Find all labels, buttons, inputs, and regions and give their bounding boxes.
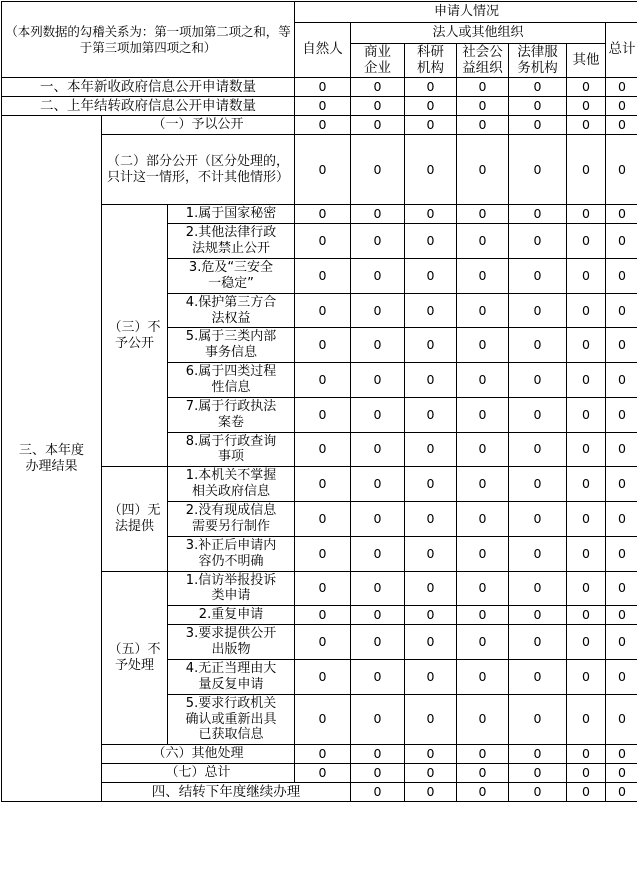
item-g5-3-label xyxy=(168,625,295,660)
cell-g3-6-other: 0 xyxy=(567,363,606,398)
cell-g3-4-social: 0 xyxy=(457,293,509,328)
cell-s2-legal-service: 0 xyxy=(509,97,567,116)
cell-g4-3-natural: 0 xyxy=(295,536,351,571)
cell-g3-5-other: 0 xyxy=(567,328,606,363)
item-g5-3-line2: 出版物 xyxy=(211,642,251,658)
item-g5-1-line1: 1.信访举报投诉 xyxy=(185,572,277,588)
cell-g3-1-business: 0 xyxy=(351,205,405,224)
group-7-label: （七）总计 xyxy=(102,764,295,783)
cell-g4-3-legal-service: 0 xyxy=(509,536,567,571)
group-3-label xyxy=(102,205,168,467)
cell-g2-natural: 0 xyxy=(295,135,351,205)
cell-g4-1-business: 0 xyxy=(351,467,405,502)
cell-g3-2-research: 0 xyxy=(405,224,457,259)
cell-s2-total: 0 xyxy=(606,97,637,116)
cell-g3-7-business: 0 xyxy=(351,397,405,432)
item-g5-5-line2: 确认或重新出具 xyxy=(185,711,277,727)
group-5-label-line1: （五）不 xyxy=(108,642,161,657)
item-g5-4-label xyxy=(168,659,295,694)
header-col-research-institution xyxy=(405,44,457,78)
cell-g2-other: 0 xyxy=(567,135,606,205)
cell-g5-4-legal-service: 0 xyxy=(509,659,567,694)
cell-g3-5-social: 0 xyxy=(457,328,509,363)
cell-g3-3-research: 0 xyxy=(405,259,457,294)
group-4-label-line2: 法提供 xyxy=(114,518,154,534)
cell-g5-1-business: 0 xyxy=(351,571,405,606)
cell-g3-2-natural: 0 xyxy=(295,224,351,259)
cell-g5-5-other: 0 xyxy=(567,694,606,745)
header-col-business-line1: 商业 xyxy=(364,44,391,60)
cell-s1-natural: 0 xyxy=(295,78,351,97)
header-col-business-line2: 企业 xyxy=(364,59,391,76)
item-g3-2-line1: 2.其他法律行政 xyxy=(185,225,277,241)
cell-g5-5-natural: 0 xyxy=(295,694,351,745)
item-g3-4-label xyxy=(168,293,295,328)
cell-g3-6-business: 0 xyxy=(351,363,405,398)
cell-g1-legal-service: 0 xyxy=(509,116,567,135)
cell-g3-1-social: 0 xyxy=(457,205,509,224)
cell-g3-1-research: 0 xyxy=(405,205,457,224)
cell-g1-research: 0 xyxy=(405,116,457,135)
cell-g2-research: 0 xyxy=(405,135,457,205)
cell-g5-5-research: 0 xyxy=(405,694,457,745)
header-col-social-welfare-org xyxy=(457,44,509,78)
item-g3-4-line2: 法权益 xyxy=(211,310,251,326)
cell-g3-3-total: 0 xyxy=(606,259,637,294)
cell-g6-business: 0 xyxy=(351,745,405,764)
cell-g3-8-natural: 0 xyxy=(295,432,351,467)
header-col-social-line2: 益组织 xyxy=(462,59,503,76)
cell-g7-natural: 0 xyxy=(295,764,351,783)
cell-g3-4-research: 0 xyxy=(405,293,457,328)
cell-g4-2-research: 0 xyxy=(405,502,457,537)
cell-g3-6-research: 0 xyxy=(405,363,457,398)
cell-g5-3-social: 0 xyxy=(457,625,509,660)
cell-g5-3-legal-service: 0 xyxy=(509,625,567,660)
group-4-label-line1: （四）无 xyxy=(108,503,161,519)
cell-g2-legal-service: 0 xyxy=(509,135,567,205)
cell-s2-business: 0 xyxy=(351,97,405,116)
disclosure-statistics-table xyxy=(1,1,637,802)
cell-s4-other: 0 xyxy=(606,783,637,802)
cell-g4-2-legal-service: 0 xyxy=(509,502,567,537)
cell-g3-3-legal-service: 0 xyxy=(509,259,567,294)
cell-g2-total: 0 xyxy=(606,135,637,205)
cell-g3-5-research: 0 xyxy=(405,328,457,363)
item-g3-7-line2: 案卷 xyxy=(217,414,244,430)
cell-g7-total: 0 xyxy=(606,764,637,783)
cell-g3-2-other: 0 xyxy=(567,224,606,259)
cell-g5-5-business: 0 xyxy=(351,694,405,745)
cell-g4-3-research: 0 xyxy=(405,536,457,571)
item-g3-6-line2: 性信息 xyxy=(211,380,251,396)
cell-g5-4-social: 0 xyxy=(457,659,509,694)
cell-s1-legal-service: 0 xyxy=(509,78,567,97)
cell-g5-5-total: 0 xyxy=(606,694,637,745)
header-applicant-situation: 申请人情况 xyxy=(295,2,637,23)
cell-g3-7-total: 0 xyxy=(606,397,637,432)
cell-g3-3-other: 0 xyxy=(567,259,606,294)
cell-g5-1-other: 0 xyxy=(567,571,606,606)
item-g4-3-line2: 容仍不明确 xyxy=(198,553,264,569)
group-4-label xyxy=(102,467,168,571)
cell-g5-4-other: 0 xyxy=(567,659,606,694)
cell-g3-6-legal-service: 0 xyxy=(509,363,567,398)
cell-g5-4-business: 0 xyxy=(351,659,405,694)
item-g5-1-label xyxy=(168,571,295,606)
cell-g3-5-legal-service: 0 xyxy=(509,328,567,363)
cell-g1-natural: 0 xyxy=(295,116,351,135)
header-row-applicant-group xyxy=(2,2,637,23)
cell-g3-2-legal-service: 0 xyxy=(509,224,567,259)
cell-g5-2-business: 0 xyxy=(351,606,405,625)
header-col-research-line2: 机构 xyxy=(417,59,444,76)
header-col-legal-service-line1: 法律服 xyxy=(517,44,558,60)
header-col-total: 总计 xyxy=(606,23,637,78)
item-g3-6-line1: 6.属于四类过程 xyxy=(185,364,277,380)
cell-g3-8-business: 0 xyxy=(351,432,405,467)
cell-g1-business: 0 xyxy=(351,116,405,135)
cell-g4-2-other: 0 xyxy=(567,502,606,537)
item-g3-5-label xyxy=(168,328,295,363)
cell-g3-2-social: 0 xyxy=(457,224,509,259)
cell-g5-2-other: 0 xyxy=(567,606,606,625)
cell-s4-business: 0 xyxy=(405,783,457,802)
cell-g6-social: 0 xyxy=(457,745,509,764)
cell-g4-3-social: 0 xyxy=(457,536,509,571)
cell-g6-other: 0 xyxy=(567,745,606,764)
cell-g3-7-other: 0 xyxy=(567,397,606,432)
cell-g4-2-total: 0 xyxy=(606,502,637,537)
cell-g3-5-total: 0 xyxy=(606,328,637,363)
item-g3-8-label xyxy=(168,432,295,467)
cell-s1-other: 0 xyxy=(567,78,606,97)
cell-g3-3-natural: 0 xyxy=(295,259,351,294)
section-2-label: 二、上年结转政府信息公开申请数量 xyxy=(2,97,295,116)
group-5-label-line2: 予处理 xyxy=(114,657,154,673)
cell-g5-4-research: 0 xyxy=(405,659,457,694)
item-g5-4-line1: 4.无正当理由大 xyxy=(185,660,277,676)
header-col-social-line1: 社会公 xyxy=(462,44,503,60)
cell-g5-3-business: 0 xyxy=(351,625,405,660)
header-col-business-enterprise xyxy=(351,44,405,78)
cell-g3-7-social: 0 xyxy=(457,397,509,432)
cell-g3-4-natural: 0 xyxy=(295,293,351,328)
cell-g5-1-social: 0 xyxy=(457,571,509,606)
section-1-label: 一、本年新收政府信息公开申请数量 xyxy=(2,78,295,97)
cell-s1-social: 0 xyxy=(457,78,509,97)
cell-g5-1-total: 0 xyxy=(606,571,637,606)
item-g3-3-line2: 一稳定” xyxy=(208,275,254,291)
item-g4-1-label xyxy=(168,467,295,502)
cell-g5-4-natural: 0 xyxy=(295,659,351,694)
cell-g4-1-total: 0 xyxy=(606,467,637,502)
item-g5-4-line2: 量反复申请 xyxy=(198,676,264,692)
cell-g5-2-social: 0 xyxy=(457,606,509,625)
group-2-label: （二）部分公开（区分处理的，只计这一情形，不计其他情形） xyxy=(102,135,295,205)
item-g3-6-label xyxy=(168,363,295,398)
group-6-label: （六）其他处理 xyxy=(102,745,295,764)
item-g3-1-label: 1.属于国家秘密 xyxy=(168,205,295,224)
cell-g3-5-natural: 0 xyxy=(295,328,351,363)
cell-g4-2-business: 0 xyxy=(351,502,405,537)
cell-g5-1-natural: 0 xyxy=(295,571,351,606)
cell-g4-2-natural: 0 xyxy=(295,502,351,537)
cell-g6-natural: 0 xyxy=(295,745,351,764)
cell-g3-1-natural: 0 xyxy=(295,205,351,224)
cell-g3-1-other: 0 xyxy=(567,205,606,224)
cell-s1-business: 0 xyxy=(351,78,405,97)
header-legal-person-or-other-org: 法人或其他组织 xyxy=(351,23,606,44)
cell-g6-research: 0 xyxy=(405,745,457,764)
cell-g3-8-social: 0 xyxy=(457,432,509,467)
cell-s4-social: 0 xyxy=(509,783,567,802)
header-col-legal-service-org xyxy=(509,44,567,78)
cell-g7-research: 0 xyxy=(405,764,457,783)
cell-g5-1-legal-service: 0 xyxy=(509,571,567,606)
cell-g7-social: 0 xyxy=(457,764,509,783)
cell-g3-2-business: 0 xyxy=(351,224,405,259)
cell-g3-3-business: 0 xyxy=(351,259,405,294)
cell-g4-1-legal-service: 0 xyxy=(509,467,567,502)
item-g3-3-line1: 3.危及“三安全 xyxy=(188,260,274,276)
item-g3-8-line1: 8.属于行政查询 xyxy=(185,433,277,449)
cell-g3-6-natural: 0 xyxy=(295,363,351,398)
cell-g5-5-social: 0 xyxy=(457,694,509,745)
cell-g5-3-research: 0 xyxy=(405,625,457,660)
cell-g1-other: 0 xyxy=(567,116,606,135)
cell-s4-natural: 0 xyxy=(351,783,405,802)
cell-g3-8-research: 0 xyxy=(405,432,457,467)
item-g5-5-line3: 已获取信息 xyxy=(198,727,264,743)
cell-g3-5-business: 0 xyxy=(351,328,405,363)
cell-g3-3-social: 0 xyxy=(457,259,509,294)
cell-g3-6-social: 0 xyxy=(457,363,509,398)
cell-g4-1-natural: 0 xyxy=(295,467,351,502)
cell-g3-4-total: 0 xyxy=(606,293,637,328)
item-g5-2-label: 2.重复申请 xyxy=(168,606,295,625)
item-g4-1-line2: 相关政府信息 xyxy=(191,484,270,500)
cell-g5-2-research: 0 xyxy=(405,606,457,625)
item-g4-2-line2: 需要另行制作 xyxy=(191,518,270,534)
cell-g7-legal-service: 0 xyxy=(509,764,567,783)
header-col-other: 其他 xyxy=(567,44,606,78)
cell-g3-4-other: 0 xyxy=(567,293,606,328)
cell-g5-3-other: 0 xyxy=(567,625,606,660)
table-row-section-2 xyxy=(2,97,637,116)
group-5-label xyxy=(102,571,168,745)
cell-g4-1-social: 0 xyxy=(457,467,509,502)
header-col-natural-person: 自然人 xyxy=(295,23,351,78)
item-g4-2-line1: 2.没有现成信息 xyxy=(185,503,277,519)
item-g3-5-line1: 5.属于三类内部 xyxy=(185,329,277,345)
cell-g5-3-natural: 0 xyxy=(295,625,351,660)
table-row-section-1 xyxy=(2,78,637,97)
cell-s1-total: 0 xyxy=(606,78,637,97)
cell-g4-1-research: 0 xyxy=(405,467,457,502)
cell-g3-1-total: 0 xyxy=(606,205,637,224)
header-col-research-line1: 科研 xyxy=(417,44,444,60)
cell-s2-natural: 0 xyxy=(295,97,351,116)
item-g5-1-line2: 类申请 xyxy=(211,588,251,604)
cell-g3-4-legal-service: 0 xyxy=(509,293,567,328)
item-g4-3-line1: 3.补正后申请内 xyxy=(185,537,277,553)
cell-g3-6-total: 0 xyxy=(606,363,637,398)
cell-g3-7-legal-service: 0 xyxy=(509,397,567,432)
header-col-legal-service-line2: 务机构 xyxy=(517,59,558,76)
cell-s2-social: 0 xyxy=(457,97,509,116)
cell-g3-7-research: 0 xyxy=(405,397,457,432)
item-g3-2-line2: 法规禁止公开 xyxy=(191,241,270,257)
cell-g4-3-business: 0 xyxy=(351,536,405,571)
table-row-g1 xyxy=(2,116,637,135)
cell-g3-8-legal-service: 0 xyxy=(509,432,567,467)
cell-g1-social: 0 xyxy=(457,116,509,135)
item-g3-4-line1: 4.保护第三方合 xyxy=(185,294,277,310)
group-3-label-line2: 予公开 xyxy=(114,335,154,351)
cell-s1-research: 0 xyxy=(405,78,457,97)
cell-g6-legal-service: 0 xyxy=(509,745,567,764)
cell-g4-3-other: 0 xyxy=(567,536,606,571)
cell-g3-2-total: 0 xyxy=(606,224,637,259)
cell-s2-research: 0 xyxy=(405,97,457,116)
cell-g7-other: 0 xyxy=(567,764,606,783)
section-4-label: 四、结转下年度继续办理 xyxy=(102,783,351,802)
item-g5-5-label xyxy=(168,694,295,745)
item-g5-5-line1: 5.要求行政机关 xyxy=(185,695,277,711)
cell-g5-2-total: 0 xyxy=(606,606,637,625)
cell-s4-legal-service: 0 xyxy=(567,783,606,802)
item-g5-3-line1: 3.要求提供公开 xyxy=(185,626,277,642)
item-g3-3-label xyxy=(168,259,295,294)
item-g3-5-line2: 事务信息 xyxy=(204,345,257,361)
cell-g2-social: 0 xyxy=(457,135,509,205)
cell-g3-7-natural: 0 xyxy=(295,397,351,432)
cell-g6-total: 0 xyxy=(606,745,637,764)
cell-g2-business: 0 xyxy=(351,135,405,205)
group-1-label: （一）予以公开 xyxy=(102,116,295,135)
calculation-note-cell: （本列数据的勾稽关系为：第一项加第二项之和，等于第三项加第四项之和） xyxy=(2,2,295,78)
item-g3-7-line1: 7.属于行政执法 xyxy=(185,398,277,414)
cell-g7-business: 0 xyxy=(351,764,405,783)
cell-g3-1-legal-service: 0 xyxy=(509,205,567,224)
item-g4-3-label xyxy=(168,536,295,571)
cell-g5-2-natural: 0 xyxy=(295,606,351,625)
cell-g5-2-legal-service: 0 xyxy=(509,606,567,625)
cell-g3-4-business: 0 xyxy=(351,293,405,328)
cell-g3-8-other: 0 xyxy=(567,432,606,467)
item-g4-2-label xyxy=(168,502,295,537)
cell-g5-1-research: 0 xyxy=(405,571,457,606)
cell-s2-other: 0 xyxy=(567,97,606,116)
cell-g3-8-total: 0 xyxy=(606,432,637,467)
cell-g1-total: 0 xyxy=(606,116,637,135)
group-3-label-line1: （三）不 xyxy=(108,319,161,335)
item-g3-7-label xyxy=(168,397,295,432)
section-3-label: 三、本年度 办理结果 xyxy=(2,116,102,802)
cell-g5-3-total: 0 xyxy=(606,625,637,660)
item-g3-8-line2: 事项 xyxy=(217,449,244,465)
cell-g4-1-other: 0 xyxy=(567,467,606,502)
item-g3-2-label xyxy=(168,224,295,259)
cell-g4-3-total: 0 xyxy=(606,536,637,571)
cell-g5-5-legal-service: 0 xyxy=(509,694,567,745)
cell-s4-research: 0 xyxy=(457,783,509,802)
cell-g5-4-total: 0 xyxy=(606,659,637,694)
item-g4-1-line1: 1.本机关不掌握 xyxy=(185,468,277,484)
cell-g4-2-social: 0 xyxy=(457,502,509,537)
